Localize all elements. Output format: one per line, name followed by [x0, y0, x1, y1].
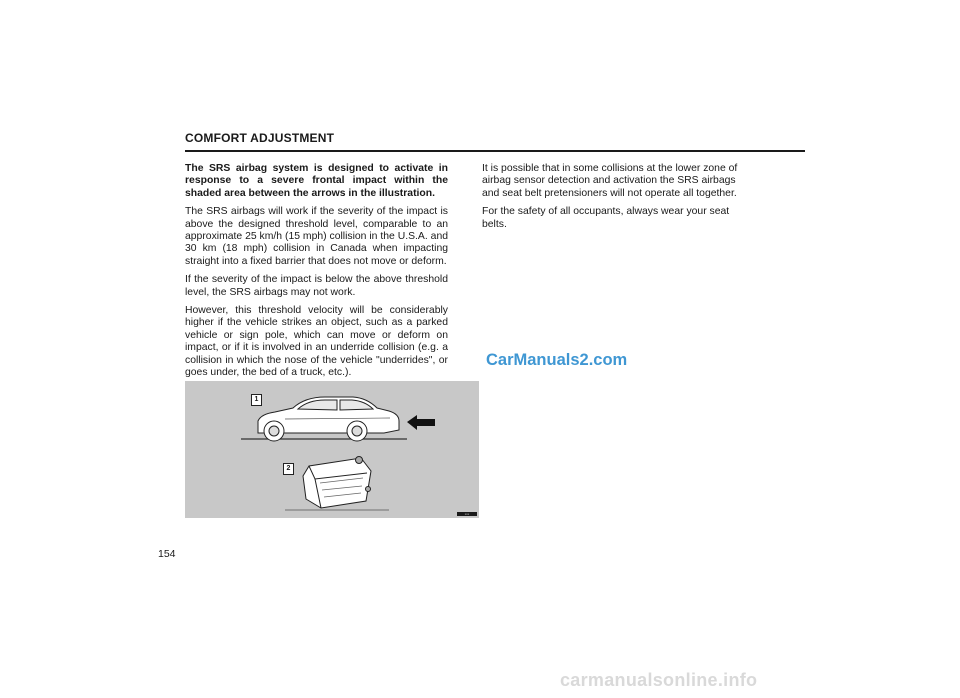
callout-2-badge: 2 [283, 463, 294, 475]
page-number: 154 [158, 548, 176, 560]
impact-arrow-icon [407, 415, 435, 430]
header-rule [185, 150, 805, 152]
impact-illustration [185, 381, 479, 518]
body-paragraph: It is possible that in some collisions at the lower zone of airbag sensor detection and activation the SRS airbags and seat belt pretensioners will not operate all together. [482, 163, 738, 199]
section-title: COMFORT ADJUSTMENT [185, 131, 335, 145]
body-paragraph: If the severity of the impact is below the above threshold level, the SRS airbags may not work. [185, 274, 448, 298]
body-paragraph: However, this threshold velocity will be considerably higher if the vehicle strikes an object, such as a parked vehicle or sign pole, which can move or deform on impact, or if it is involved in an underride collision (e.g. a collision in which the nose of the vehicle "underrides", or goes under, the bed of a truck, etc.). [185, 305, 448, 379]
car-side-view-icon [258, 397, 399, 441]
airbag-module-icon [303, 457, 371, 509]
figure-code-tag: xxx [457, 512, 477, 516]
watermark-link[interactable]: CarManuals2.com [486, 351, 628, 369]
body-paragraph: For the safety of all occupants, always wear your seat belts. [482, 206, 730, 230]
body-paragraph: The SRS airbags will work if the severity of the impact is above the designed threshold level, comparable to an approximate 25 km/h (15 mph) collision in the U.S.A. and 30 km (18 mph) collision in Canada when impacting straight into a fixed barrier that does not move or deform. [185, 206, 448, 267]
callout-1-badge: 1 [251, 394, 262, 406]
illustration-drawing [185, 381, 479, 518]
right-column [482, 163, 747, 237]
left-column [185, 163, 448, 386]
lead-paragraph: The SRS airbag system is designed to activate in response to a severe frontal impact within the shaded area between the arrows in the illustration. [185, 163, 448, 199]
footer-watermark: carmanualsonline.info [560, 670, 758, 690]
